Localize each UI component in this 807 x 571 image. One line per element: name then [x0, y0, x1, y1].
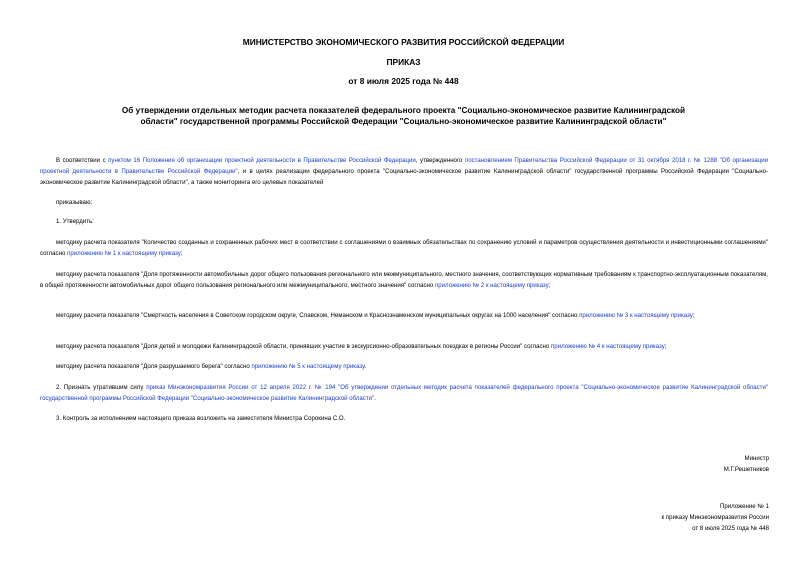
method-4-text: методику расчета показателя "Доля детей и молодежи Калининградской области, принявших участие в экскурсионно-образовательных поездках в регионы России" согласно — [56, 343, 551, 350]
link-appendix-1[interactable]: приложению № 1 к настоящему приказу — [67, 250, 181, 257]
method-5-end: . — [364, 363, 367, 370]
preamble-text-2: , утвержденного — [415, 157, 465, 164]
order-title: Об утверждении отдельных методик расчета показателей федерального проекта "Социально-экономическое развитие Калининградской области" государственной программы Российской Федерации "Социально-экономическое развитие Калининградской области" — [121, 106, 686, 126]
method-1 — [40, 237, 768, 259]
method-2 — [40, 269, 768, 291]
preamble-text-3: , и в целях реализации федерального проекта "Социально-экономическое развитие Калининградской области" государственной программы Российской Федерации "Социально-экономическое развитие Калининградской области", а также мониторинга его целевых показателей — [40, 168, 768, 186]
link-appendix-5[interactable]: приложению № 5 к настоящему приказу — [251, 363, 365, 370]
ministry-heading: МИНИСТЕРСТВО ЭКОНОМИЧЕСКОГО РАЗВИТИЯ РОССИЙСКОЙ ФЕДЕРАЦИИ — [242, 37, 565, 47]
item-2-text: 2. Признать утратившим силу — [56, 384, 147, 391]
link-order-194[interactable]: приказ Минэкономразвития России от 12 апреля 2022 г. № 194 "Об утверждении отдельных методик расчета показателей федерального проекта "Социально-экономическое развитие Калининградской области" государственной программы Российской Федерации "Социально-экономическое развитие Калининградской области" — [40, 384, 769, 402]
item-2 — [40, 382, 768, 404]
preamble-paragraph — [40, 155, 768, 188]
signature-name: М.Г.Решетников — [723, 466, 769, 473]
item-3: 3. Контроль за исполнением настоящего приказа возложить на заместителя Министра Сорокина С.О. — [56, 415, 346, 422]
link-government-decree-1288[interactable]: постановлением Правительства Российской Федерации от 31 октября 2018 г. № 1288 "Об организации проектной деятельности в Правительстве Российской Федерации" — [40, 157, 769, 175]
document-type: ПРИКАЗ — [386, 57, 421, 67]
method-2-text: методику расчета показателя "Доля протяженности автомобильных дорог общего пользования регионального или межмуниципального, местного значения, соответствующих нормативным требованиям к транспортно-эксплуатационным показателям, в общей протяженности автомобильных дорог общего пользования регионального или межмуниципального, местного значения" согласно — [40, 271, 768, 289]
method-1-text: методику расчета показателя "Количество созданных и сохраненных рабочих мест в соответствии с соглашениями о взаимных обязательствах по сохранению условий и параметров осуществления деятельности и инвестиционными соглашениями" согласно — [40, 239, 768, 257]
appendix-line-1: Приложение № 1 — [719, 503, 769, 510]
link-regulation-point-16[interactable]: пунктом 16 Положения об организации проектной деятельности в Правительстве Российской Федерации — [108, 157, 416, 164]
link-appendix-2[interactable]: приложению № 2 к настоящему приказу — [434, 282, 549, 289]
appendix-header — [662, 501, 769, 534]
item-1: 1. Утвердить: — [56, 218, 94, 225]
method-3-end: ; — [692, 312, 695, 319]
method-5 — [40, 361, 768, 372]
link-appendix-3[interactable]: приложению № 3 к настоящему приказу — [579, 312, 693, 319]
signature-position: Министр — [744, 455, 769, 462]
signature-block — [724, 453, 769, 475]
order-word: приказываю: — [56, 199, 93, 206]
method-2-end: ; — [548, 282, 551, 289]
appendix-line-3: от 8 июля 2025 года № 448 — [692, 525, 769, 532]
appendix-line-2: к приказу Минэкономразвития России — [661, 514, 769, 521]
method-3 — [40, 310, 768, 321]
link-appendix-4[interactable]: приложению № 4 к настоящему приказу — [551, 343, 665, 350]
preamble-text-1: В соответствии с — [56, 157, 109, 164]
method-1-end: ; — [180, 250, 183, 257]
method-4-end: ; — [664, 343, 667, 350]
order-date-number: от 8 июля 2025 года № 448 — [348, 76, 459, 86]
item-2-end: . — [374, 395, 376, 402]
method-4 — [40, 341, 768, 352]
method-5-text: методику расчета показателя "Доля разрушаемого берега" согласно — [56, 363, 252, 370]
method-3-text: методику расчета показателя "Смертность населения в Советском городском округе, Славском, Неманском и Краснознаменском муниципальных округах на 1000 населения" согласно — [56, 312, 580, 319]
